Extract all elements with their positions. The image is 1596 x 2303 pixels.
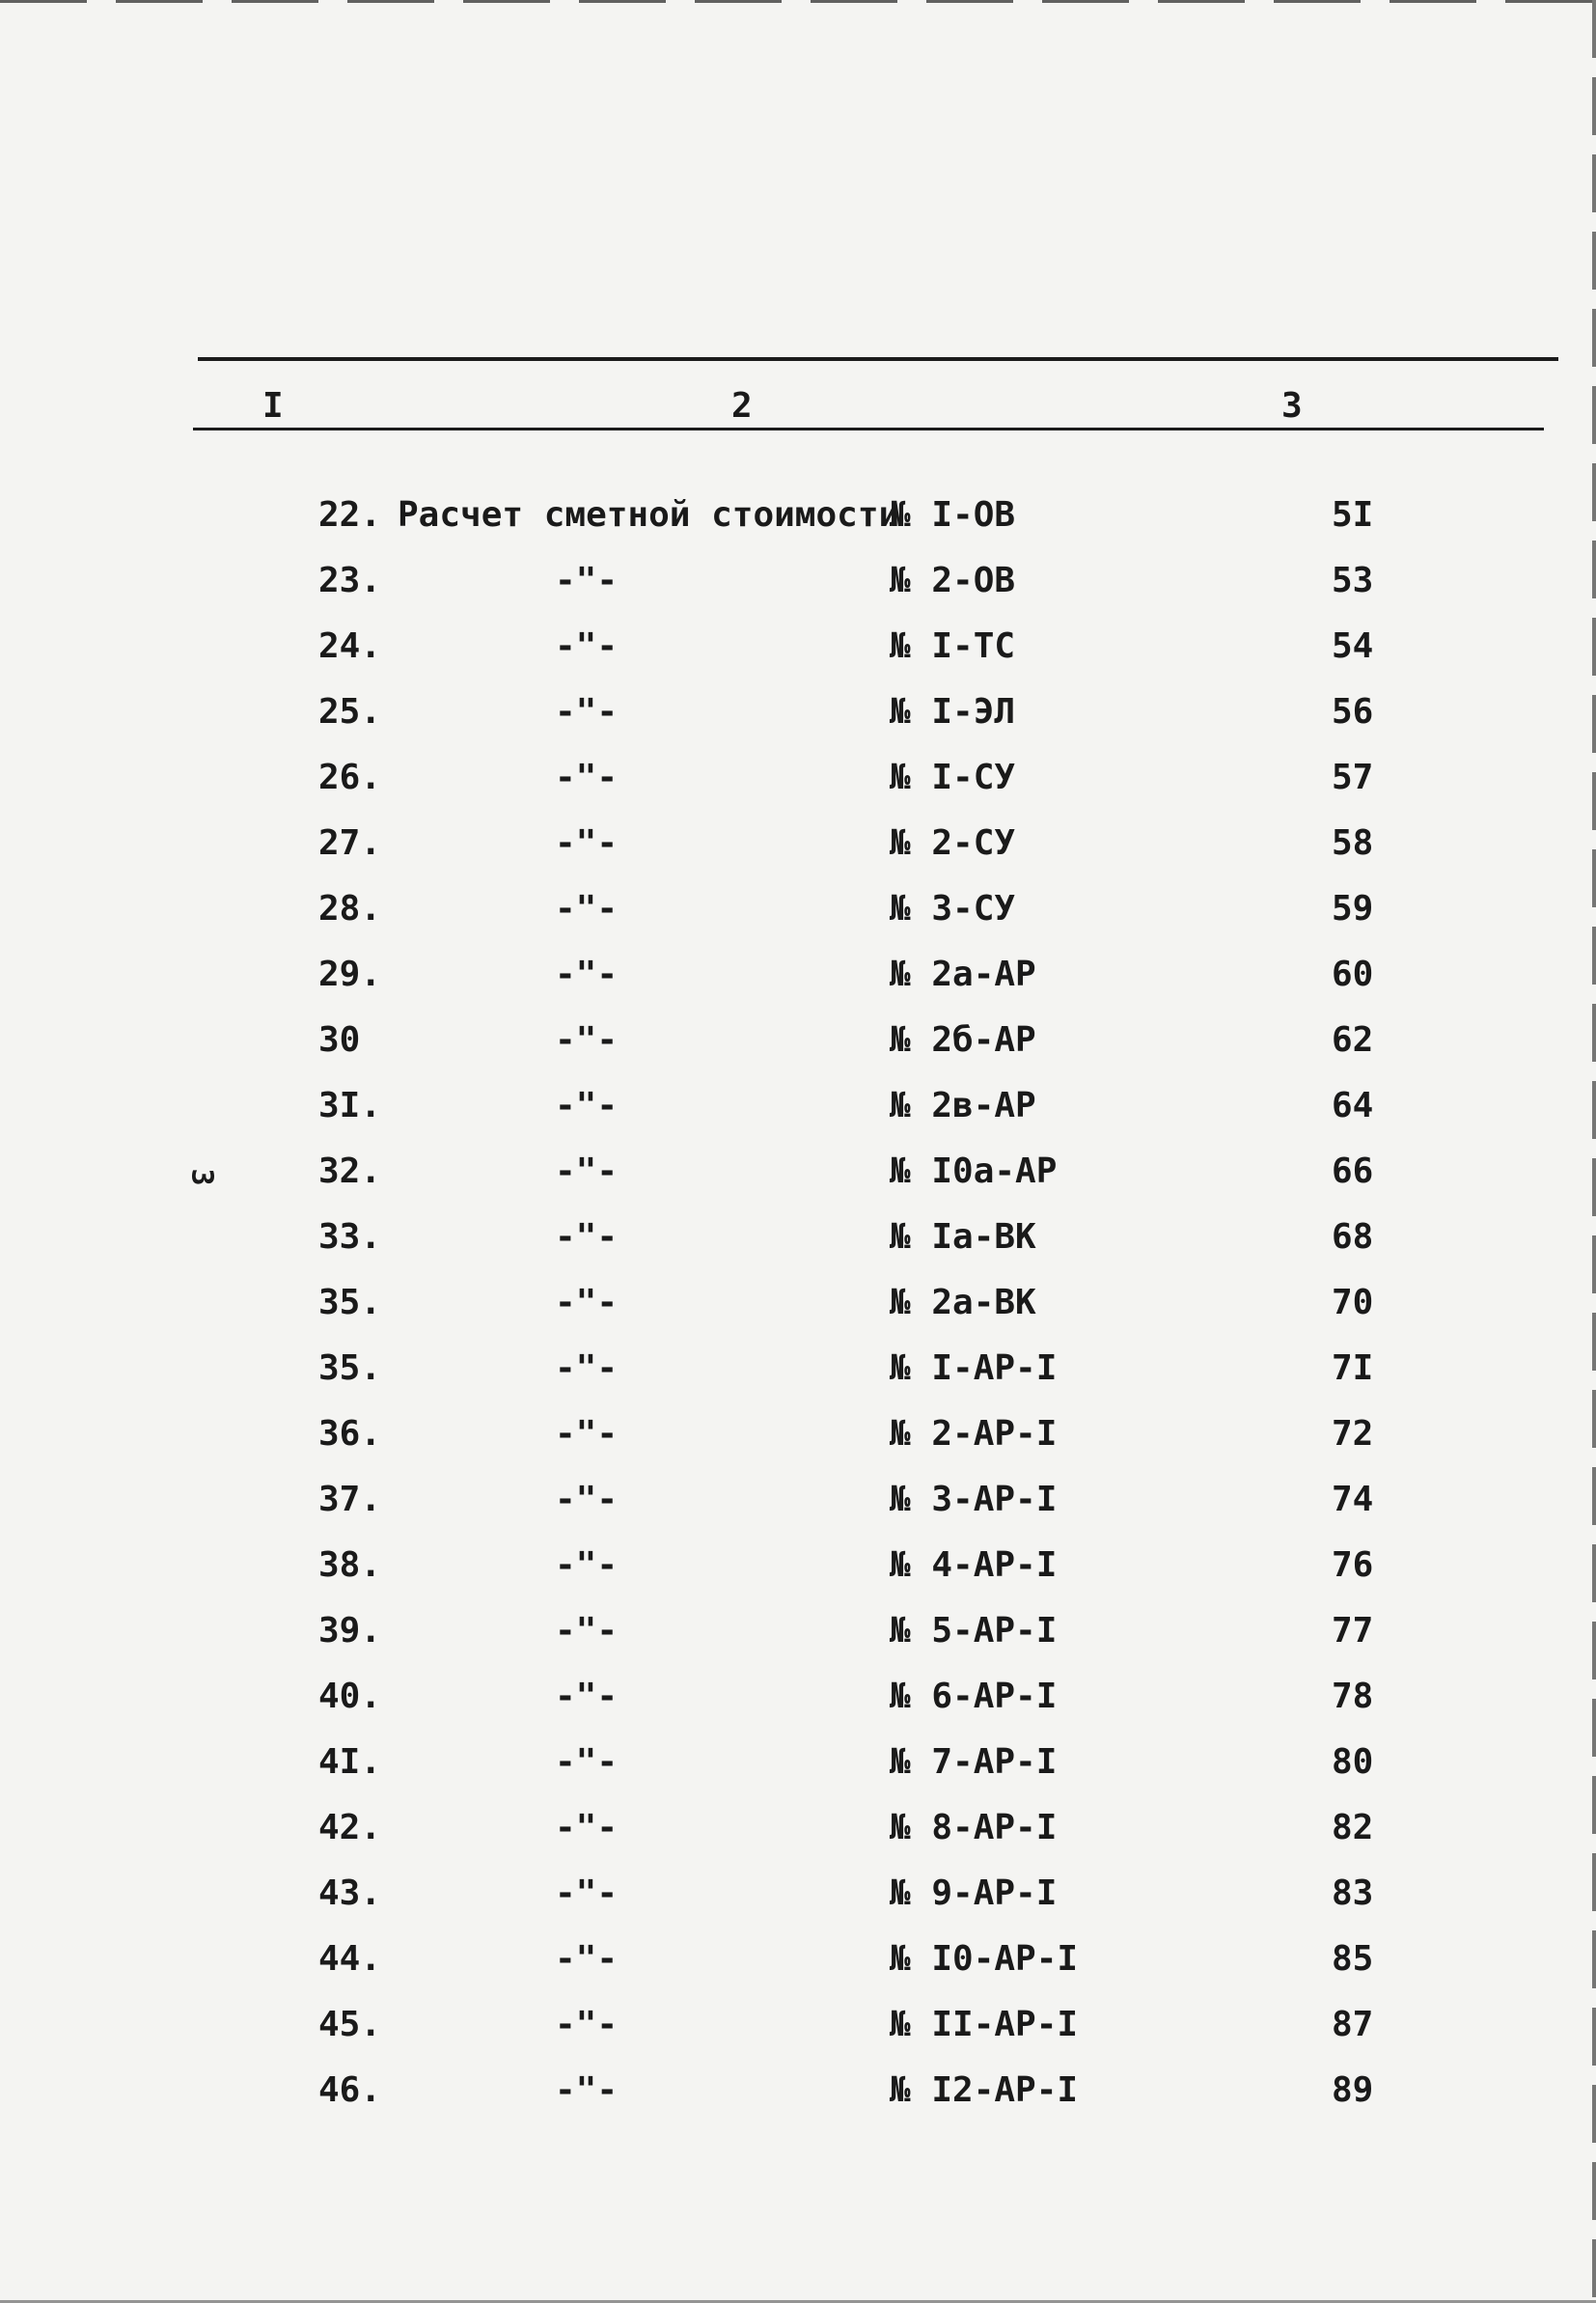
- row-description: -"-: [555, 1808, 619, 1847]
- table-row: [0, 1152, 1596, 1217]
- row-number: 30: [318, 1020, 361, 1060]
- row-page: 53: [1332, 561, 1374, 600]
- table-row: [0, 495, 1596, 561]
- row-description: -"-: [555, 626, 619, 666]
- row-code: № 2б-АР: [890, 1020, 1036, 1060]
- row-number: 46.: [318, 2070, 382, 2110]
- row-number: 33.: [318, 1217, 382, 1257]
- row-description: -"-: [555, 823, 619, 863]
- row-description: -"-: [555, 1939, 619, 1979]
- table-row: [0, 1545, 1596, 1611]
- row-description: -"-: [555, 1611, 619, 1651]
- table-body: [0, 495, 1596, 2136]
- row-page: 60: [1332, 955, 1374, 994]
- row-number: 22.: [318, 495, 382, 535]
- table-row: [0, 1217, 1596, 1283]
- row-page: 78: [1332, 1677, 1374, 1716]
- row-code: № 2-СУ: [890, 823, 1016, 863]
- row-description: -"-: [555, 758, 619, 797]
- row-description: -"-: [555, 1414, 619, 1454]
- row-page: 59: [1332, 889, 1374, 929]
- table-row: [0, 955, 1596, 1020]
- row-page: 77: [1332, 1611, 1374, 1651]
- table-row: [0, 758, 1596, 823]
- table-row: [0, 2005, 1596, 2070]
- row-number: 35.: [318, 1348, 382, 1388]
- row-number: 35.: [318, 1283, 382, 1322]
- row-code: № 9-АР-I: [890, 1873, 1058, 1913]
- table-row: [0, 1283, 1596, 1348]
- table-row: [0, 1086, 1596, 1152]
- row-description: -"-: [555, 1217, 619, 1257]
- row-code: № I-АР-I: [890, 1348, 1058, 1388]
- row-number: 29.: [318, 955, 382, 994]
- margin-page-mark: 3: [184, 1168, 219, 1186]
- row-number: 28.: [318, 889, 382, 929]
- row-number: 27.: [318, 823, 382, 863]
- row-page: 7I: [1332, 1348, 1374, 1388]
- table-row: [0, 1742, 1596, 1808]
- row-code: № 3-АР-I: [890, 1480, 1058, 1519]
- table-row: [0, 1677, 1596, 1742]
- row-page: 72: [1332, 1414, 1374, 1454]
- row-page: 66: [1332, 1152, 1374, 1191]
- row-code: № 5-АР-I: [890, 1611, 1058, 1651]
- row-number: 25.: [318, 692, 382, 732]
- row-page: 57: [1332, 758, 1374, 797]
- table-row: [0, 1348, 1596, 1414]
- row-description: -"-: [555, 1283, 619, 1322]
- row-number: 40.: [318, 1677, 382, 1716]
- row-code: № I0-АР-I: [890, 1939, 1079, 1979]
- row-code: № I-ОВ: [890, 495, 1016, 535]
- row-code: № Iа-ВК: [890, 1217, 1036, 1257]
- table-row: [0, 1480, 1596, 1545]
- row-description: -"-: [555, 561, 619, 600]
- row-description: -"-: [555, 2070, 619, 2110]
- row-number: 39.: [318, 1611, 382, 1651]
- row-page: 76: [1332, 1545, 1374, 1585]
- row-code: № 2а-АР: [890, 955, 1036, 994]
- column-header-2: 2: [731, 386, 753, 426]
- row-page: 87: [1332, 2005, 1374, 2044]
- row-page: 62: [1332, 1020, 1374, 1060]
- row-code: № I0а-АР: [890, 1152, 1058, 1191]
- row-page: 70: [1332, 1283, 1374, 1322]
- table-row: [0, 889, 1596, 955]
- row-description: -"-: [555, 955, 619, 994]
- row-page: 74: [1332, 1480, 1374, 1519]
- row-number: 26.: [318, 758, 382, 797]
- row-code: № I-СУ: [890, 758, 1016, 797]
- row-description: -"-: [555, 1020, 619, 1060]
- row-number: 3I.: [318, 1086, 382, 1125]
- row-page: 85: [1332, 1939, 1374, 1979]
- row-code: № 2а-ВК: [890, 1283, 1036, 1322]
- row-code: № II-АР-I: [890, 2005, 1079, 2044]
- row-code: № I-ТС: [890, 626, 1016, 666]
- table-row: [0, 626, 1596, 692]
- row-description: -"-: [555, 1348, 619, 1388]
- row-code: № 2в-АР: [890, 1086, 1036, 1125]
- row-page: 58: [1332, 823, 1374, 863]
- row-page: 64: [1332, 1086, 1374, 1125]
- row-page: 89: [1332, 2070, 1374, 2110]
- column-header-1: I: [262, 386, 284, 426]
- row-description: -"-: [555, 1086, 619, 1125]
- row-page: 5I: [1332, 495, 1374, 535]
- table-row: [0, 1414, 1596, 1480]
- table-row: [0, 1873, 1596, 1939]
- row-number: 36.: [318, 1414, 382, 1454]
- row-page: 56: [1332, 692, 1374, 732]
- row-description: -"-: [555, 1545, 619, 1585]
- table-row: [0, 1020, 1596, 1086]
- table-row: [0, 823, 1596, 889]
- row-description: -"-: [555, 1742, 619, 1782]
- row-description: -"-: [555, 1677, 619, 1716]
- row-description: -"-: [555, 1873, 619, 1913]
- row-number: 23.: [318, 561, 382, 600]
- row-code: № 6-АР-I: [890, 1677, 1058, 1716]
- row-number: 4I.: [318, 1742, 382, 1782]
- row-code: № 3-СУ: [890, 889, 1016, 929]
- row-code: № I2-АР-I: [890, 2070, 1079, 2110]
- row-number: 45.: [318, 2005, 382, 2044]
- row-page: 80: [1332, 1742, 1374, 1782]
- column-header-3: 3: [1281, 386, 1303, 426]
- row-code: № 2-АР-I: [890, 1414, 1058, 1454]
- row-page: 54: [1332, 626, 1374, 666]
- table-top-rule: [198, 357, 1558, 361]
- table-row: [0, 1611, 1596, 1677]
- scan-edge-top: [0, 0, 1596, 3]
- row-number: 37.: [318, 1480, 382, 1519]
- row-code: № 2-ОВ: [890, 561, 1016, 600]
- row-description: Расчет сметной стоимости: [398, 495, 900, 535]
- table-header-rule: [193, 428, 1544, 430]
- row-code: № I-ЭЛ: [890, 692, 1016, 732]
- row-description: -"-: [555, 1152, 619, 1191]
- table-row: [0, 1808, 1596, 1873]
- table-row: [0, 1939, 1596, 2005]
- row-description: -"-: [555, 2005, 619, 2044]
- row-number: 43.: [318, 1873, 382, 1913]
- table-row: [0, 692, 1596, 758]
- row-number: 42.: [318, 1808, 382, 1847]
- row-number: 38.: [318, 1545, 382, 1585]
- table-row: [0, 2070, 1596, 2136]
- row-page: 82: [1332, 1808, 1374, 1847]
- row-description: -"-: [555, 692, 619, 732]
- row-code: № 8-АР-I: [890, 1808, 1058, 1847]
- row-number: 24.: [318, 626, 382, 666]
- row-description: -"-: [555, 1480, 619, 1519]
- table-row: [0, 561, 1596, 626]
- row-code: № 4-АР-I: [890, 1545, 1058, 1585]
- row-description: -"-: [555, 889, 619, 929]
- row-number: 32.: [318, 1152, 382, 1191]
- row-page: 68: [1332, 1217, 1374, 1257]
- row-number: 44.: [318, 1939, 382, 1979]
- row-code: № 7-АР-I: [890, 1742, 1058, 1782]
- row-page: 83: [1332, 1873, 1374, 1913]
